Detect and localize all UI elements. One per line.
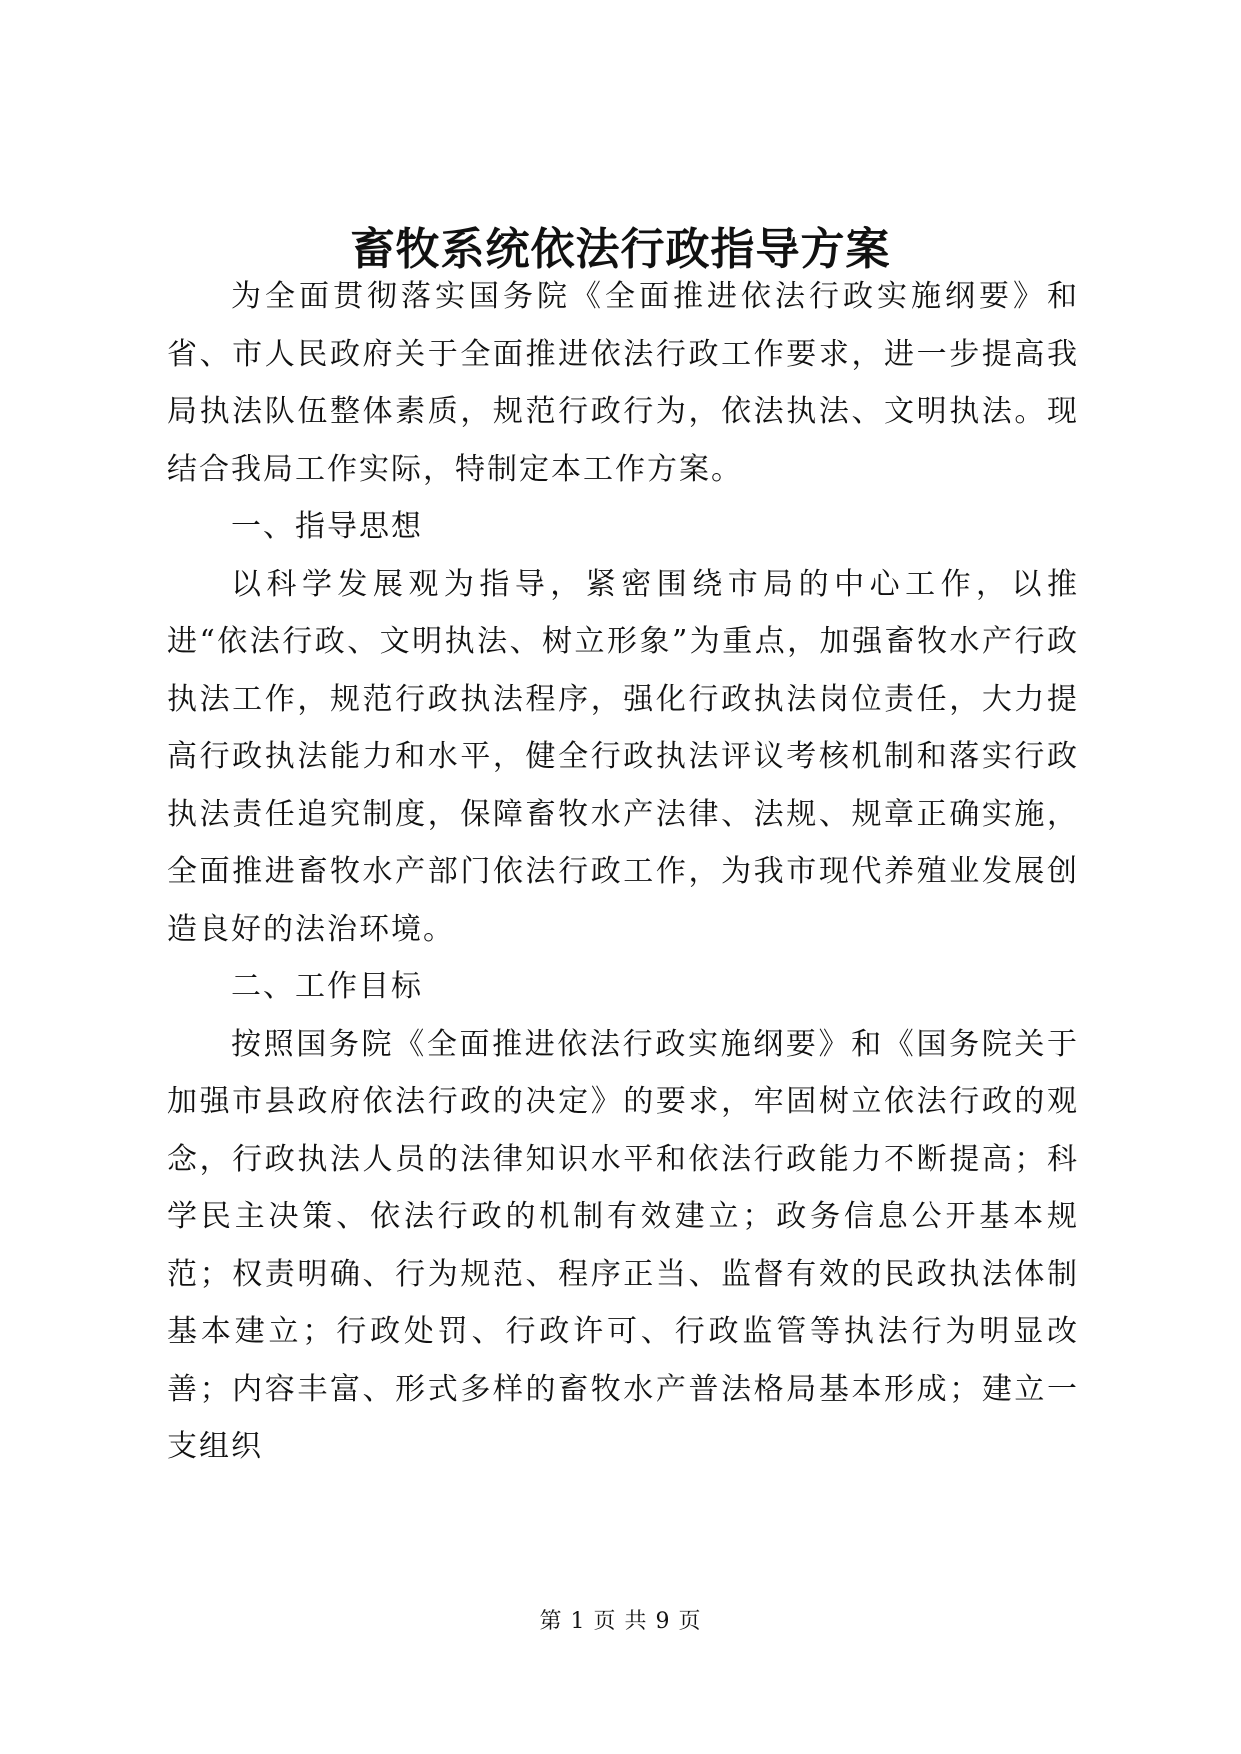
section-heading-work-goals: 二、工作目标 xyxy=(231,969,423,1004)
paragraph-guiding-ideology: 以科学发展观为指导，紧密围绕市局的中心工作，以推进“依法行政、文明执法、树立形象”为重点，加强畜牧水产行政执法工作，规范行政执法程序，强化行政执法岗位责任，大力提高行政执法能力和水平，健全行政执法评议考核机制和落实行政执法责任追究制度，保障畜牧水产法律、法规、规章正确实施，全面推进畜牧水产部门依法行政工作，为我市现代养殖业发展创造良好的法治环境。 xyxy=(167,566,1079,947)
paragraph-intro: 为全面贯彻落实国务院《全面推进依法行政实施纲要》和省、市人民政府关于全面推进依法行政工作要求，进一步提高我局执法队伍整体素质，规范行政行为，依法执法、文明执法。现结合我局工作实际，特制定本工作方案。 xyxy=(167,279,1079,487)
page-footer: 第 1 页 共 9 页 xyxy=(539,1609,702,1634)
section-heading-guiding-ideology: 一、指导思想 xyxy=(231,509,423,544)
document-title: 畜牧系统依法行政指导方案 xyxy=(350,224,891,275)
paragraph-work-goals: 按照国务院《全面推进依法行政实施纲要》和《国务院关于加强市县政府依法行政的决定》的要求，牢固树立依法行政的观念，行政执法人员的法律知识水平和依法行政能力不断提高；科学民主决策、依法行政的机制有效建立；政务信息公开基本规范；权责明确、行为规范、程序正当、监督有效的民政执法体制基本建立；行政处罚、行政许可、行政监管等执法行为明显改善；内容丰富、形式多样的畜牧水产普法格局基本形成；建立一支组织 xyxy=(167,1026,1079,1464)
document-body xyxy=(167,268,1079,1476)
